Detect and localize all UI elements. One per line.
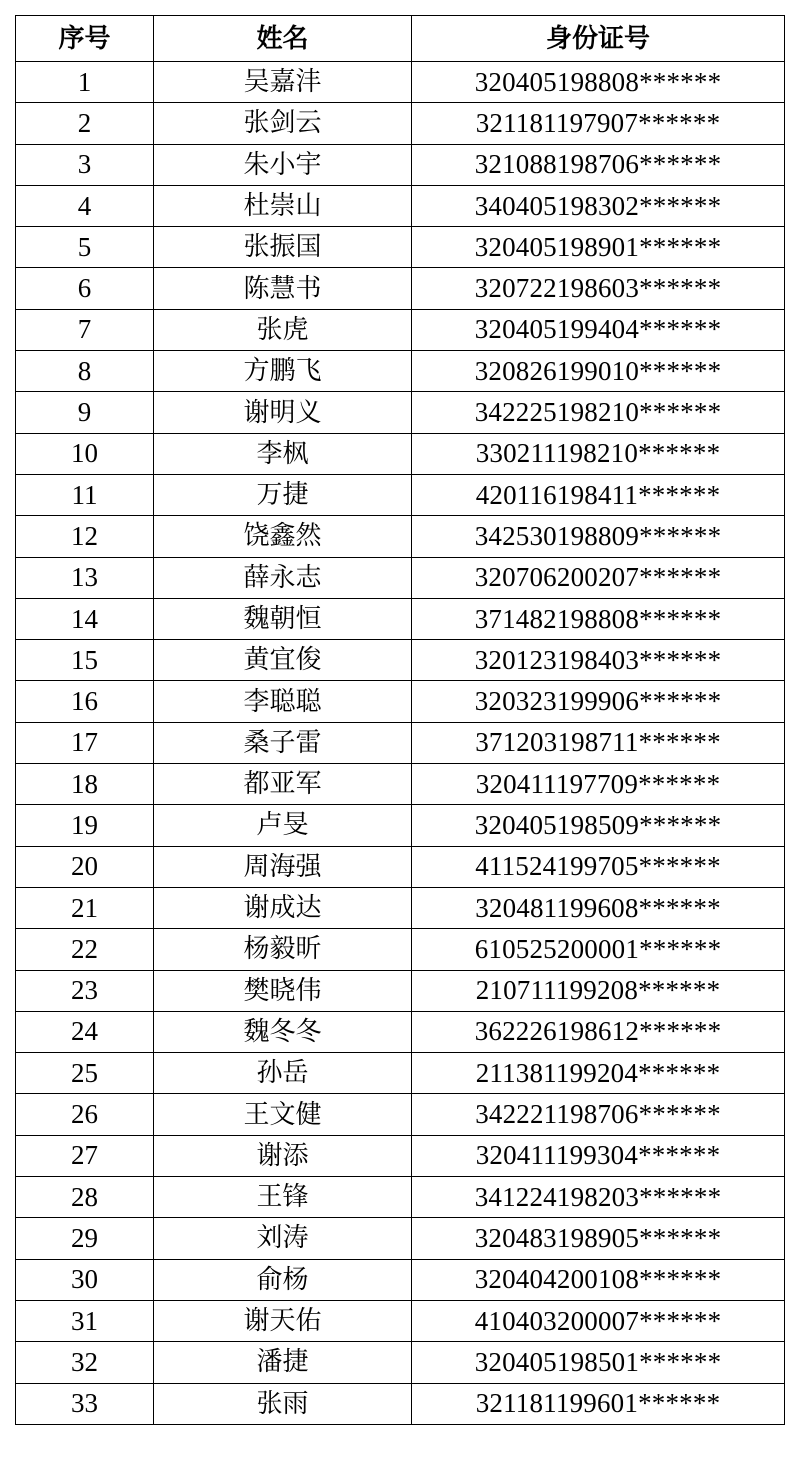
- name-cell: 周海强: [154, 846, 412, 887]
- serial-number-cell: 4: [16, 185, 154, 226]
- header-id-number: 身份证号: [412, 16, 785, 62]
- id-number-cell: 320405198901******: [412, 227, 785, 268]
- serial-number-cell: 30: [16, 1259, 154, 1300]
- serial-number-cell: 12: [16, 516, 154, 557]
- id-number-cell: 320706200207******: [412, 557, 785, 598]
- name-cell: 俞杨: [154, 1259, 412, 1300]
- name-cell: 王锋: [154, 1177, 412, 1218]
- name-cell: 张雨: [154, 1383, 412, 1424]
- serial-number-cell: 15: [16, 640, 154, 681]
- serial-number-cell: 17: [16, 722, 154, 763]
- id-number-cell: 321181199601******: [412, 1383, 785, 1424]
- serial-number-cell: 19: [16, 805, 154, 846]
- id-number-cell: 342225198210******: [412, 392, 785, 433]
- name-cell: 万捷: [154, 474, 412, 515]
- id-number-cell: 320411197709******: [412, 764, 785, 805]
- name-cell: 谢添: [154, 1135, 412, 1176]
- name-cell: 杜崇山: [154, 185, 412, 226]
- table-row: [16, 433, 785, 474]
- id-number-cell: 320123198403******: [412, 640, 785, 681]
- serial-number-cell: 28: [16, 1177, 154, 1218]
- id-number-cell: 320483198905******: [412, 1218, 785, 1259]
- name-cell: 刘涛: [154, 1218, 412, 1259]
- table-row: [16, 1218, 785, 1259]
- serial-number-cell: 16: [16, 681, 154, 722]
- name-cell: 李聪聪: [154, 681, 412, 722]
- name-cell: 张振国: [154, 227, 412, 268]
- id-number-cell: 320405199404******: [412, 309, 785, 350]
- table-row: [16, 1011, 785, 1052]
- table-row: [16, 557, 785, 598]
- serial-number-cell: 22: [16, 929, 154, 970]
- name-cell: 张虎: [154, 309, 412, 350]
- table-row: [16, 887, 785, 928]
- serial-number-cell: 25: [16, 1053, 154, 1094]
- id-number-cell: 320404200108******: [412, 1259, 785, 1300]
- serial-number-cell: 20: [16, 846, 154, 887]
- id-number-cell: 410403200007******: [412, 1300, 785, 1341]
- id-number-cell: 320405198501******: [412, 1342, 785, 1383]
- id-number-cell: 320481199608******: [412, 887, 785, 928]
- table-row: [16, 1094, 785, 1135]
- name-cell: 吴嘉沣: [154, 62, 412, 103]
- table-row: [16, 846, 785, 887]
- serial-number-cell: 18: [16, 764, 154, 805]
- id-number-cell: 411524199705******: [412, 846, 785, 887]
- table-row: [16, 1053, 785, 1094]
- id-number-cell: 342221198706******: [412, 1094, 785, 1135]
- id-number-cell: 320411199304******: [412, 1135, 785, 1176]
- serial-number-cell: 2: [16, 103, 154, 144]
- serial-number-cell: 27: [16, 1135, 154, 1176]
- table-row: [16, 1135, 785, 1176]
- name-cell: 都亚军: [154, 764, 412, 805]
- serial-number-cell: 26: [16, 1094, 154, 1135]
- serial-number-cell: 5: [16, 227, 154, 268]
- table-row: [16, 598, 785, 639]
- name-cell: 李枫: [154, 433, 412, 474]
- table-row: [16, 805, 785, 846]
- name-cell: 潘捷: [154, 1342, 412, 1383]
- table-row: [16, 309, 785, 350]
- name-cell: 谢成达: [154, 887, 412, 928]
- name-cell: 陈慧书: [154, 268, 412, 309]
- id-number-cell: 342530198809******: [412, 516, 785, 557]
- serial-number-cell: 14: [16, 598, 154, 639]
- id-number-cell: 371482198808******: [412, 598, 785, 639]
- name-cell: 薛永志: [154, 557, 412, 598]
- table-row: [16, 722, 785, 763]
- serial-number-cell: 11: [16, 474, 154, 515]
- id-number-cell: 211381199204******: [412, 1053, 785, 1094]
- name-cell: 王文健: [154, 1094, 412, 1135]
- serial-number-cell: 31: [16, 1300, 154, 1341]
- table-row: [16, 764, 785, 805]
- roster-body: [16, 62, 785, 1425]
- id-number-cell: 320826199010******: [412, 351, 785, 392]
- id-number-cell: 210711199208******: [412, 970, 785, 1011]
- table-row: [16, 351, 785, 392]
- name-cell: 桑子雷: [154, 722, 412, 763]
- serial-number-cell: 13: [16, 557, 154, 598]
- serial-number-cell: 33: [16, 1383, 154, 1424]
- serial-number-cell: 3: [16, 144, 154, 185]
- table-row: [16, 103, 785, 144]
- table-row: [16, 1177, 785, 1218]
- id-number-cell: 341224198203******: [412, 1177, 785, 1218]
- name-cell: 樊晓伟: [154, 970, 412, 1011]
- serial-number-cell: 29: [16, 1218, 154, 1259]
- name-cell: 杨毅昕: [154, 929, 412, 970]
- serial-number-cell: 6: [16, 268, 154, 309]
- name-cell: 谢明义: [154, 392, 412, 433]
- header-serial-number: 序号: [16, 16, 154, 62]
- id-number-cell: 320405198509******: [412, 805, 785, 846]
- id-number-cell: 321181197907******: [412, 103, 785, 144]
- table-row: [16, 185, 785, 226]
- table-row: [16, 1259, 785, 1300]
- id-number-cell: 320405198808******: [412, 62, 785, 103]
- name-cell: 孙岳: [154, 1053, 412, 1094]
- id-number-cell: 371203198711******: [412, 722, 785, 763]
- table-row: [16, 681, 785, 722]
- name-cell: 黄宜俊: [154, 640, 412, 681]
- name-cell: 谢天佑: [154, 1300, 412, 1341]
- serial-number-cell: 1: [16, 62, 154, 103]
- serial-number-cell: 24: [16, 1011, 154, 1052]
- serial-number-cell: 21: [16, 887, 154, 928]
- serial-number-cell: 10: [16, 433, 154, 474]
- header-name: 姓名: [154, 16, 412, 62]
- name-cell: 魏朝恒: [154, 598, 412, 639]
- table-row: [16, 970, 785, 1011]
- id-number-cell: 320722198603******: [412, 268, 785, 309]
- roster-table: [15, 15, 785, 1425]
- table-row: [16, 392, 785, 433]
- id-number-cell: 340405198302******: [412, 185, 785, 226]
- id-number-cell: 610525200001******: [412, 929, 785, 970]
- table-row: [16, 1383, 785, 1424]
- id-number-cell: 320323199906******: [412, 681, 785, 722]
- name-cell: 张剑云: [154, 103, 412, 144]
- table-row: [16, 640, 785, 681]
- id-number-cell: 420116198411******: [412, 474, 785, 515]
- serial-number-cell: 32: [16, 1342, 154, 1383]
- serial-number-cell: 7: [16, 309, 154, 350]
- name-cell: 朱小宇: [154, 144, 412, 185]
- id-number-cell: 321088198706******: [412, 144, 785, 185]
- name-cell: 方鹏飞: [154, 351, 412, 392]
- serial-number-cell: 8: [16, 351, 154, 392]
- table-row: [16, 474, 785, 515]
- table-row: [16, 516, 785, 557]
- name-cell: 卢旻: [154, 805, 412, 846]
- serial-number-cell: 9: [16, 392, 154, 433]
- name-cell: 魏冬冬: [154, 1011, 412, 1052]
- table-row: [16, 1300, 785, 1341]
- id-number-cell: 362226198612******: [412, 1011, 785, 1052]
- table-row: [16, 1342, 785, 1383]
- table-row: [16, 268, 785, 309]
- table-row: [16, 227, 785, 268]
- name-cell: 饶鑫然: [154, 516, 412, 557]
- serial-number-cell: 23: [16, 970, 154, 1011]
- table-row: [16, 62, 785, 103]
- header-row: [16, 16, 785, 62]
- table-row: [16, 144, 785, 185]
- table-row: [16, 929, 785, 970]
- id-number-cell: 330211198210******: [412, 433, 785, 474]
